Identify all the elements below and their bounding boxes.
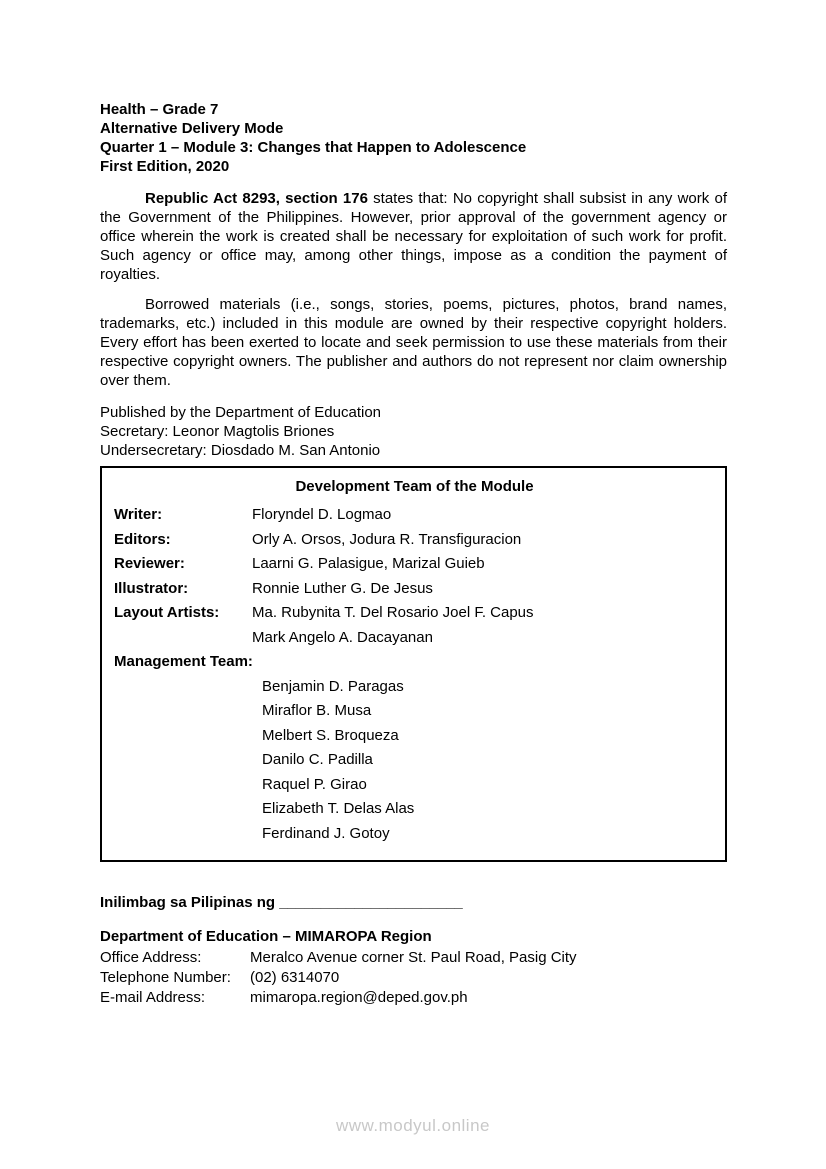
module-header (100, 100, 727, 176)
contact-rows (100, 948, 727, 1008)
header-module-title-line: Quarter 1 – Module 3: Changes that Happen to Adolescence (100, 139, 527, 156)
email-label: E-mail Address: (100, 989, 206, 1006)
printed-in-blank: ______________________ (279, 894, 463, 911)
office-address-label: Office Address: (100, 949, 202, 966)
illustrator-value: Ronnie Luther G. De Jesus (252, 579, 433, 597)
published-by-line: Published by the Department of Education (100, 404, 382, 421)
writer-label: Writer: (114, 506, 163, 523)
management-team-member: Ferdinand J. Gotoy (262, 824, 390, 842)
header-delivery-mode-line: Alternative Delivery Mode (100, 120, 284, 137)
printed-in-line (100, 893, 727, 912)
layout-artists-value-1: Ma. Rubynita T. Del Rosario Joel F. Capus (252, 604, 534, 621)
dev-team-row-editors (114, 528, 715, 553)
contact-row-email (100, 988, 727, 1008)
editors-label: Editors: (114, 530, 171, 548)
contact-row-telephone (100, 968, 727, 988)
borrowed-materials-paragraph: Borrowed materials (i.e., songs, stories, poems, pictures, photos, brand names, trademarks, etc.) included in this module are owned by their respective copyright holders. Every effort has been exerted to locate and seek permission to use these materials from their respective copyright owners. The publisher and authors do not represent nor claim ownership over them. (100, 296, 727, 389)
management-team-member: Danilo C. Padilla (262, 751, 373, 768)
undersecretary-line: Undersecretary: Diosdado M. San Antonio (100, 442, 381, 459)
writer-value: Floryndel D. Logmao (252, 506, 392, 523)
reviewer-value: Laarni G. Palasigue, Marizal Guieb (252, 555, 485, 572)
header-subject-line: Health – Grade 7 (100, 101, 219, 118)
management-team-member: Melbert S. Broqueza (262, 726, 399, 744)
dev-team-row-layout-artists (114, 601, 715, 626)
printed-in-label: Inilimbag sa Pilipinas ng (100, 894, 276, 911)
copyright-paragraph (100, 189, 727, 284)
management-team-member: Elizabeth T. Delas Alas (262, 800, 415, 817)
telephone-label: Telephone Number: (100, 969, 231, 986)
management-team-member: Miraflor B. Musa (262, 702, 372, 719)
layout-artists-label: Layout Artists: (114, 604, 220, 621)
website-watermark: www.modyul.online (335, 1116, 490, 1135)
contact-heading: Department of Education – MIMAROPA Region (100, 928, 432, 945)
telephone-value: (02) 6314070 (250, 969, 340, 986)
reviewer-label: Reviewer: (114, 555, 185, 572)
management-team-member: Benjamin D. Paragas (262, 677, 404, 695)
development-team-box (100, 466, 727, 862)
layout-artists-value-2: Mark Angelo A. Dacayanan (252, 628, 433, 646)
illustrator-label: Illustrator: (114, 579, 189, 597)
header-edition-line: First Edition, 2020 (100, 158, 230, 175)
dev-team-row-reviewer (114, 552, 715, 577)
email-value: mimaropa.region@deped.gov.ph (250, 989, 468, 1006)
copyright-paragraph-text: states that: No copyright shall subsist in any work of the Government of the Philippines. However, prior approval of the government agency or office wherein the work is created shall be necessary for exploitation of such work for profit. Such agency or office may, among other things, impose as a condition the payment of royalties. (100, 190, 728, 283)
management-team-label: Management Team: (114, 653, 253, 670)
office-address-value: Meralco Avenue corner St. Paul Road, Pasig City (250, 949, 577, 966)
publisher-block (100, 403, 727, 460)
republic-act-bold-lead: Republic Act 8293, section 176 (145, 190, 368, 207)
development-team-title: Development Team of the Module (295, 478, 534, 495)
contact-row-office-address (100, 948, 727, 968)
page-content (100, 100, 727, 1008)
management-team-member: Raquel P. Girao (262, 775, 367, 793)
secretary-line: Secretary: Leonor Magtolis Briones (100, 423, 335, 440)
editors-value: Orly A. Orsos, Jodura R. Transfiguracion (252, 530, 522, 548)
dev-team-row-writer (114, 503, 715, 528)
dev-team-row-illustrator (114, 577, 715, 602)
